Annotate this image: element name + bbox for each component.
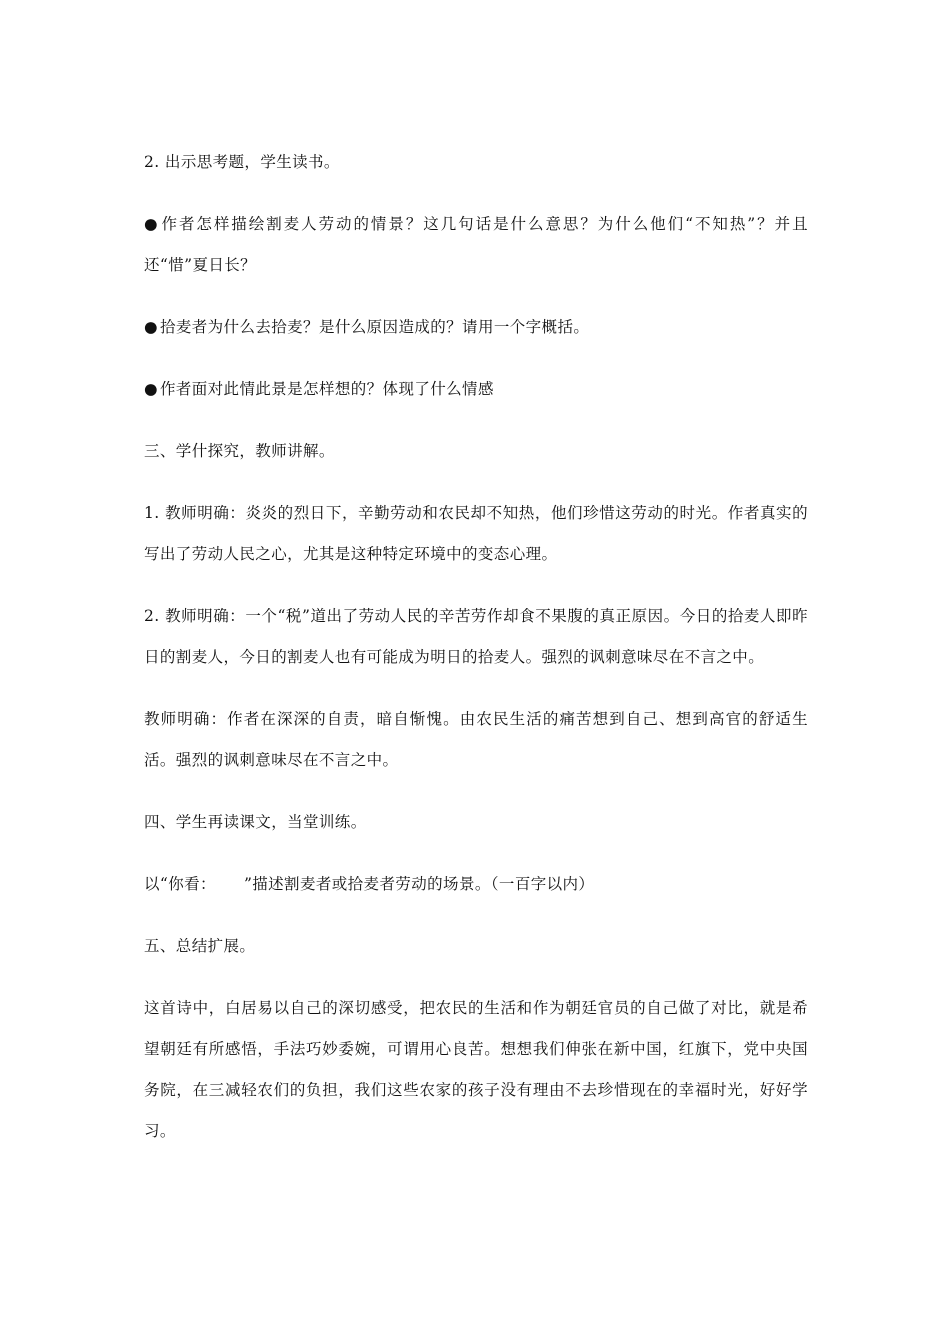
bullet-icon: ● [144, 215, 158, 233]
bullet-question-3-text: 作者面对此情此景是怎样想的？体现了什么情感 [159, 380, 494, 398]
bullet-question-1-text: 作者怎样描绘割麦人劳动的情景？这几句话是什么意思？为什么他们“不知热”？并且还“惜”夏日长？ [144, 215, 808, 274]
teacher-explanation-3: 教师明确：作者在深深的自责，暗自惭愧。由农民生活的痛苦想到自己、想到高官的舒适生活。强烈的讽刺意味尽在不言之中。 [144, 710, 808, 769]
section-heading-4: 四、学生再读课文，当堂训练。 [144, 813, 367, 831]
summary-paragraph: 这首诗中，白居易以自己的深切感受，把农民的生活和作为朝廷官员的自己做了对比，就是希望朝廷有所感悟，手法巧妙委婉，可谓用心良苦。想想我们伸张在新中国，红旗下，党中央国务院，在三减轻农们的负担，我们这些农家的孩子没有理由不去珍惜现在的幸福时光，好好学习。 [144, 999, 808, 1140]
teacher-explanation-1: 1. 教师明确：炎炎的烈日下，辛勤劳动和农民却不知热，他们珍惜这劳动的时光。作者真实的写出了劳动人民之心，尤其是这种特定环境中的变态心理。 [144, 504, 808, 563]
writing-exercise [144, 864, 808, 905]
section-heading-5: 五、总结扩展。 [144, 937, 256, 955]
section-heading-3: 三、学什探究，教师讲解。 [144, 442, 335, 460]
bullet-icon: ● [144, 318, 158, 336]
writing-exercise-prefix: 以“你看： [144, 875, 216, 893]
bullet-question-2-text: 拾麦者为什么去拾麦？是什么原因造成的？请用一个字概括。 [159, 318, 590, 336]
document-body [144, 142, 808, 1173]
writing-exercise-suffix: ”描述割麦者或拾麦者劳动的场景。（一百字以内） [243, 875, 595, 893]
teacher-explanation-2: 2. 教师明确：一个“税”道出了劳动人民的辛苦劳作却食不果腹的真正原因。今日的拾麦人即昨日的割麦人，今日的割麦人也有可能成为明日的拾麦人。强烈的讽刺意味尽在不言之中。 [144, 607, 808, 666]
paragraph-step-2-questions: 2. 出示思考题，学生读书。 [144, 153, 340, 171]
bullet-icon: ● [144, 380, 158, 398]
bullet-question-2 [144, 307, 808, 348]
bullet-question-1 [144, 204, 808, 286]
bullet-question-3 [144, 369, 808, 410]
